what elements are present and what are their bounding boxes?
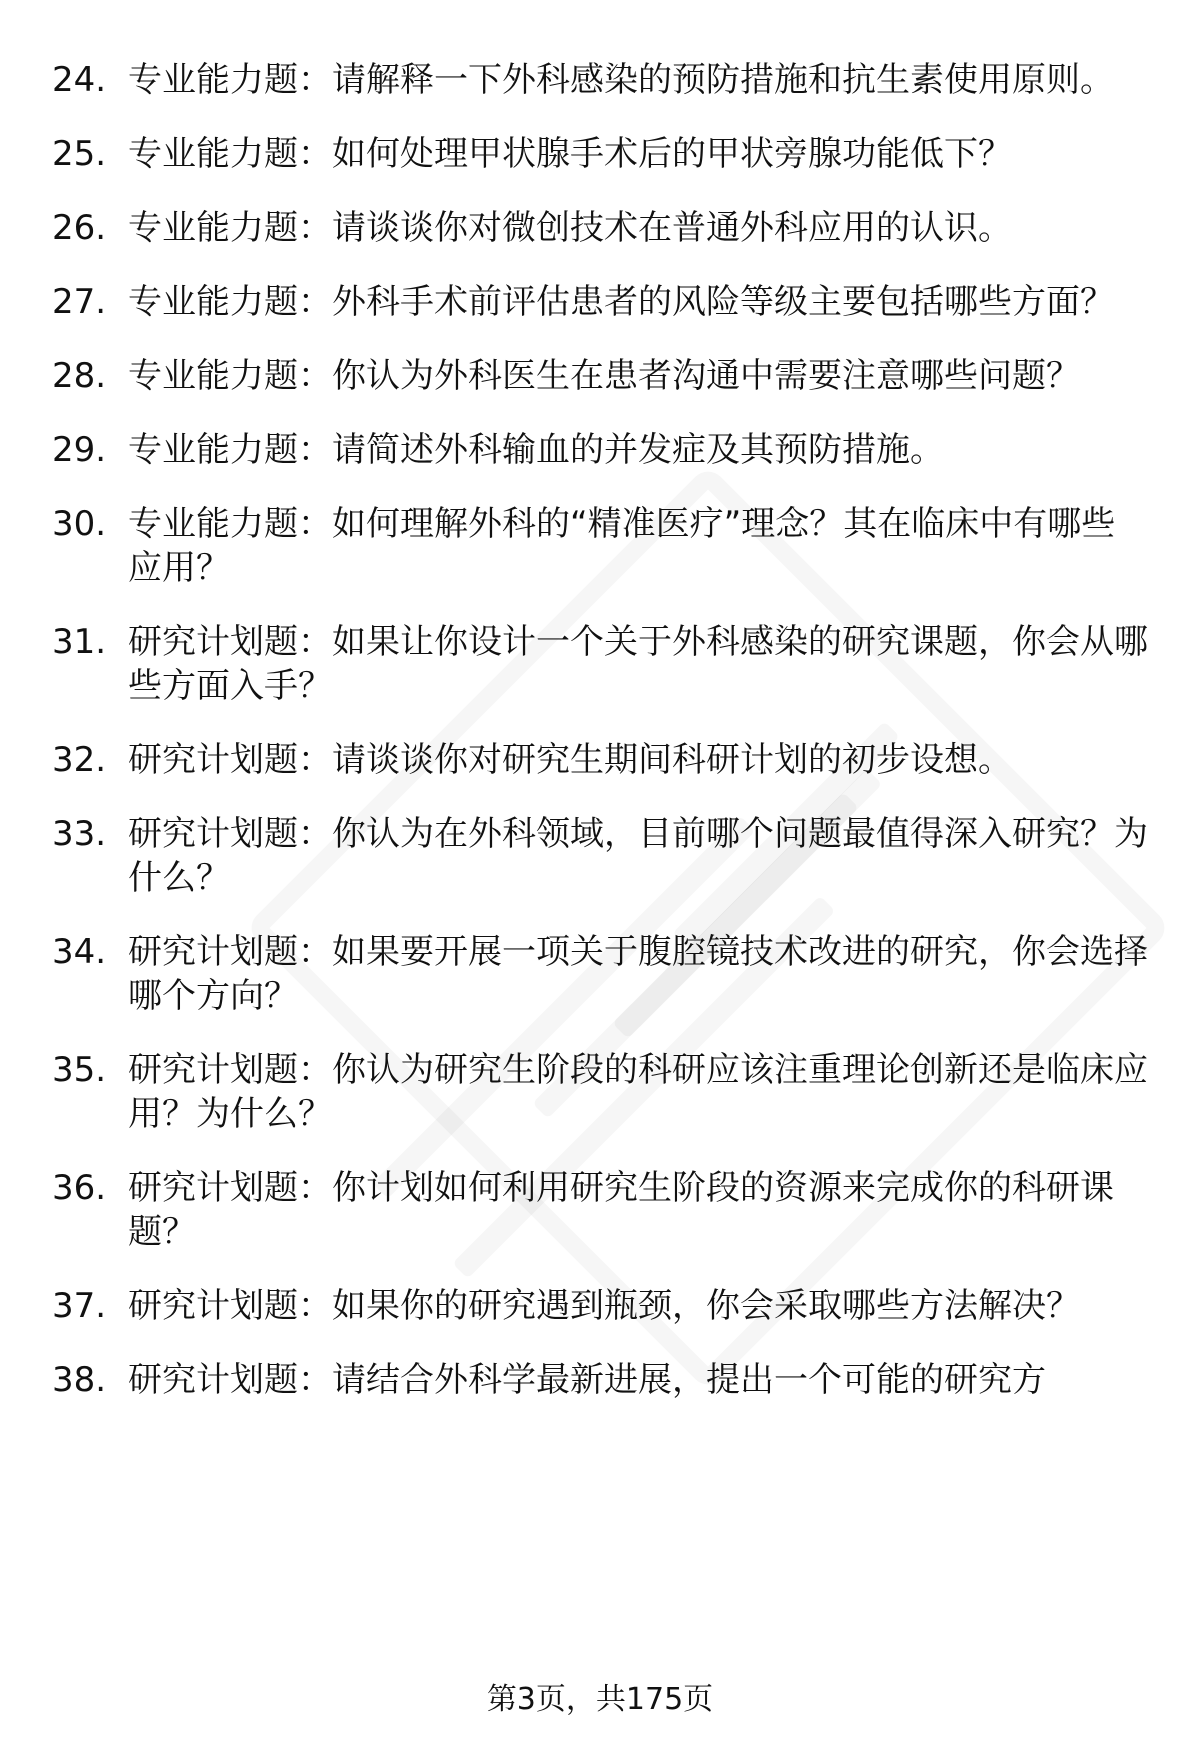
question-item	[52, 58, 1148, 102]
question-body	[128, 206, 1148, 250]
question-text: 你认为在外科领域，目前哪个问题最值得深入研究？为什么？	[128, 814, 1148, 898]
question-body	[128, 930, 1148, 1018]
question-type: 研究计划题：	[128, 932, 332, 972]
question-number: 38.	[52, 1360, 107, 1400]
question-type: 专业能力题：	[128, 60, 332, 100]
question-body	[128, 428, 1148, 472]
question-type: 专业能力题：	[128, 430, 332, 470]
question-text: 请简述外科输血的并发症及其预防措施。	[332, 430, 944, 470]
question-number: 26.	[52, 208, 107, 248]
question-number: 33.	[52, 814, 107, 854]
question-text: 外科手术前评估患者的风险等级主要包括哪些方面？	[332, 282, 1114, 322]
question-body	[128, 1358, 1148, 1402]
question-number: 28.	[52, 356, 107, 396]
question-body	[128, 1166, 1148, 1254]
question-type: 专业能力题：	[128, 208, 332, 248]
question-body	[128, 280, 1148, 324]
question-item	[52, 1166, 1148, 1254]
question-body	[128, 132, 1148, 176]
question-body	[128, 502, 1148, 590]
question-body	[128, 58, 1148, 102]
question-text: 如何理解外科的“精准医疗”理念？其在临床中有哪些应用？	[128, 504, 1116, 588]
question-item	[52, 354, 1148, 398]
page-footer	[0, 1680, 1200, 1720]
question-number: 32.	[52, 740, 107, 780]
question-item	[52, 428, 1148, 472]
question-item	[52, 206, 1148, 250]
question-type: 研究计划题：	[128, 740, 332, 780]
question-text: 请谈谈你对研究生期间科研计划的初步设想。	[332, 740, 1012, 780]
question-type: 研究计划题：	[128, 814, 332, 854]
question-text: 你认为外科医生在患者沟通中需要注意哪些问题？	[332, 356, 1080, 396]
question-type: 研究计划题：	[128, 1286, 332, 1326]
question-body	[128, 812, 1148, 900]
question-number: 31.	[52, 622, 107, 662]
question-item	[52, 812, 1148, 900]
question-item	[52, 132, 1148, 176]
question-number: 36.	[52, 1168, 107, 1208]
question-number: 25.	[52, 134, 107, 174]
page-number-label: 第3页，共175页	[486, 1682, 714, 1717]
question-text: 你计划如何利用研究生阶段的资源来完成你的科研课题？	[128, 1168, 1114, 1252]
question-item	[52, 1048, 1148, 1136]
question-body	[128, 620, 1148, 708]
question-number: 24.	[52, 60, 107, 100]
question-text: 如何处理甲状腺手术后的甲状旁腺功能低下？	[332, 134, 1012, 174]
question-text: 如果要开展一项关于腹腔镜技术改进的研究，你会选择哪个方向？	[128, 932, 1148, 1016]
question-item	[52, 1284, 1148, 1328]
question-item	[52, 1358, 1148, 1402]
question-type: 研究计划题：	[128, 622, 332, 662]
question-item	[52, 930, 1148, 1018]
question-text: 请谈谈你对微创技术在普通外科应用的认识。	[332, 208, 1012, 248]
question-body	[128, 1284, 1148, 1328]
question-number: 37.	[52, 1286, 107, 1326]
question-body	[128, 738, 1148, 782]
question-type: 专业能力题：	[128, 134, 332, 174]
question-type: 研究计划题：	[128, 1050, 332, 1090]
question-item	[52, 280, 1148, 324]
question-type: 研究计划题：	[128, 1360, 332, 1400]
question-number: 30.	[52, 504, 107, 544]
question-text: 请解释一下外科感染的预防措施和抗生素使用原则。	[332, 60, 1114, 100]
question-text: 如果让你设计一个关于外科感染的研究课题，你会从哪些方面入手？	[128, 622, 1148, 706]
question-body	[128, 1048, 1148, 1136]
question-number: 34.	[52, 932, 107, 972]
question-text: 请结合外科学最新进展，提出一个可能的研究方	[332, 1360, 1046, 1400]
question-number: 35.	[52, 1050, 107, 1090]
question-number: 27.	[52, 282, 107, 322]
question-text: 你认为研究生阶段的科研应该注重理论创新还是临床应用？为什么？	[128, 1050, 1148, 1134]
question-type: 专业能力题：	[128, 504, 332, 544]
question-list	[52, 58, 1148, 1402]
question-type: 专业能力题：	[128, 282, 332, 322]
question-type: 研究计划题：	[128, 1168, 332, 1208]
question-item	[52, 502, 1148, 590]
question-number: 29.	[52, 430, 107, 470]
question-item	[52, 620, 1148, 708]
question-body	[128, 354, 1148, 398]
question-text: 如果你的研究遇到瓶颈，你会采取哪些方法解决？	[332, 1286, 1080, 1326]
question-item	[52, 738, 1148, 782]
question-type: 专业能力题：	[128, 356, 332, 396]
